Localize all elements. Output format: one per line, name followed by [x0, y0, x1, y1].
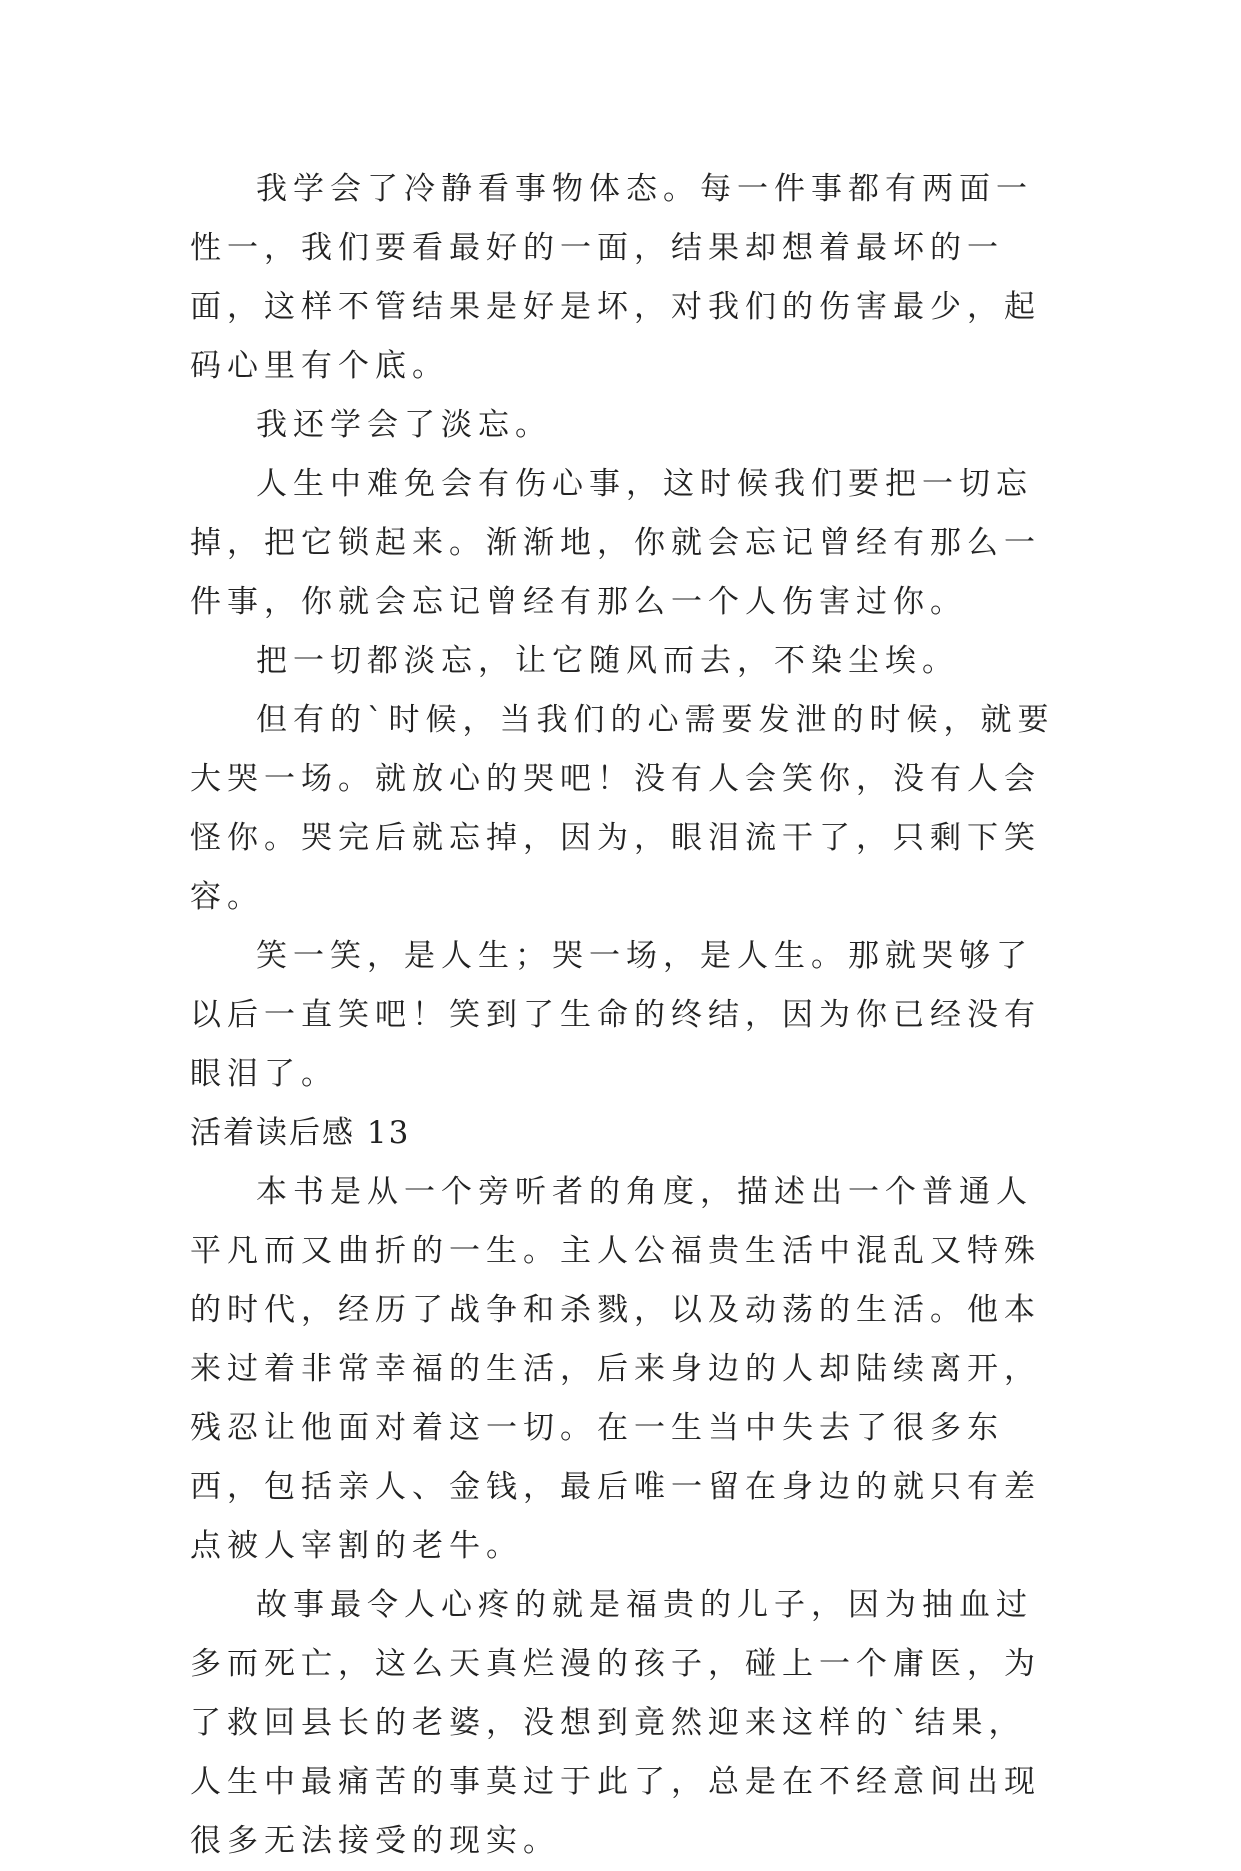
paragraph: 本书是从一个旁听者的角度，描述出一个普通人平凡而又曲折的一生。主人公福贵生活中混乱又特殊的时代，经历了战争和杀戮，以及动荡的生活。他本来过着非常幸福的生活，后来身边的人却陆续离开，残忍让他面对着这一切。在一生当中失去了很多东西，包括亲人、金钱，最后唯一留在身边的就只有差点被人宰割的老牛。 [190, 1174, 1041, 1564]
paragraph: 我还学会了淡忘。 [256, 407, 552, 443]
document-body [190, 160, 1060, 1871]
paragraph: 把一切都淡忘，让它随风而去，不染尘埃。 [256, 643, 959, 679]
paragraph: 故事最令人心疼的就是福贵的儿子，因为抽血过多而死亡，这么天真烂漫的孩子，碰上一个庸医，为了救回县长的老婆，没想到竟然迎来这样的`结果，人生中最痛苦的事莫过于此了，总是在不经意间出现很多无法接受的现实。 [190, 1587, 1041, 1859]
paragraph: 但有的`时候，当我们的心需要发泄的时候，就要大哭一场。就放心的哭吧！没有人会笑你，没有人会怪你。哭完后就忘掉，因为，眼泪流干了，只剩下笑容。 [190, 702, 1055, 915]
paragraph: 笑一笑，是人生；哭一场，是人生。那就哭够了以后一直笑吧！笑到了生命的终结，因为你已经没有眼泪了。 [190, 938, 1041, 1092]
section-title: 活着读后感 13 [190, 1115, 411, 1151]
paragraph: 我学会了冷静看事物体态。每一件事都有两面一性一，我们要看最好的一面，结果却想着最坏的一面，这样不管结果是好是坏，对我们的伤害最少，起码心里有个底。 [190, 171, 1041, 384]
paragraph: 人生中难免会有伤心事，这时候我们要把一切忘掉，把它锁起来。渐渐地，你就会忘记曾经有那么一件事，你就会忘记曾经有那么一个人伤害过你。 [190, 466, 1041, 620]
